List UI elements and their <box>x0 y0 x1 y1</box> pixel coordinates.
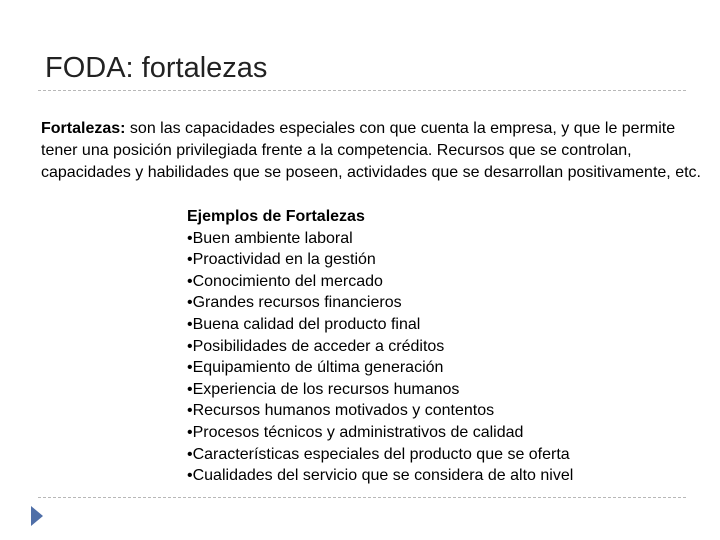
examples-block <box>187 206 587 487</box>
intro-paragraph <box>41 118 716 184</box>
example-item: •Grandes recursos financieros <box>187 294 402 312</box>
slide-title: FODA: fortalezas <box>45 52 268 84</box>
examples-title: Ejemplos de Fortalezas <box>187 208 365 225</box>
intro-text: son las capacidades especiales con que cuenta la empresa, y que le permite tener una posición privilegiada frente a la competencia. Recursos que se controlan, capacidades y habilidades que se poseen, actividades que se desarrollan positivamente, etc. <box>41 120 701 181</box>
example-item: •Experiencia de los recursos humanos <box>187 380 460 398</box>
example-item: •Posibilidades de acceder a créditos <box>187 337 445 355</box>
title-divider <box>38 90 686 91</box>
example-item: •Recursos humanos motivados y contentos <box>187 402 495 420</box>
examples-list <box>187 228 587 487</box>
example-item: •Buena calidad del producto final <box>187 315 421 333</box>
example-item: •Procesos técnicos y administrativos de calidad <box>187 423 524 441</box>
example-item: •Conocimiento del mercado <box>187 272 383 290</box>
example-item: •Buen ambiente laboral <box>187 229 353 247</box>
example-item: •Equipamiento de última generación <box>187 359 444 377</box>
example-item: •Características especiales del producto que se oferta <box>187 445 570 463</box>
play-triangle-icon[interactable] <box>30 505 44 527</box>
intro-term: Fortalezas: <box>41 120 126 137</box>
example-item: •Cualidades del servicio que se considera de alto nivel <box>187 467 574 485</box>
footer-divider <box>38 497 686 498</box>
example-item: •Proactividad en la gestión <box>187 251 376 269</box>
